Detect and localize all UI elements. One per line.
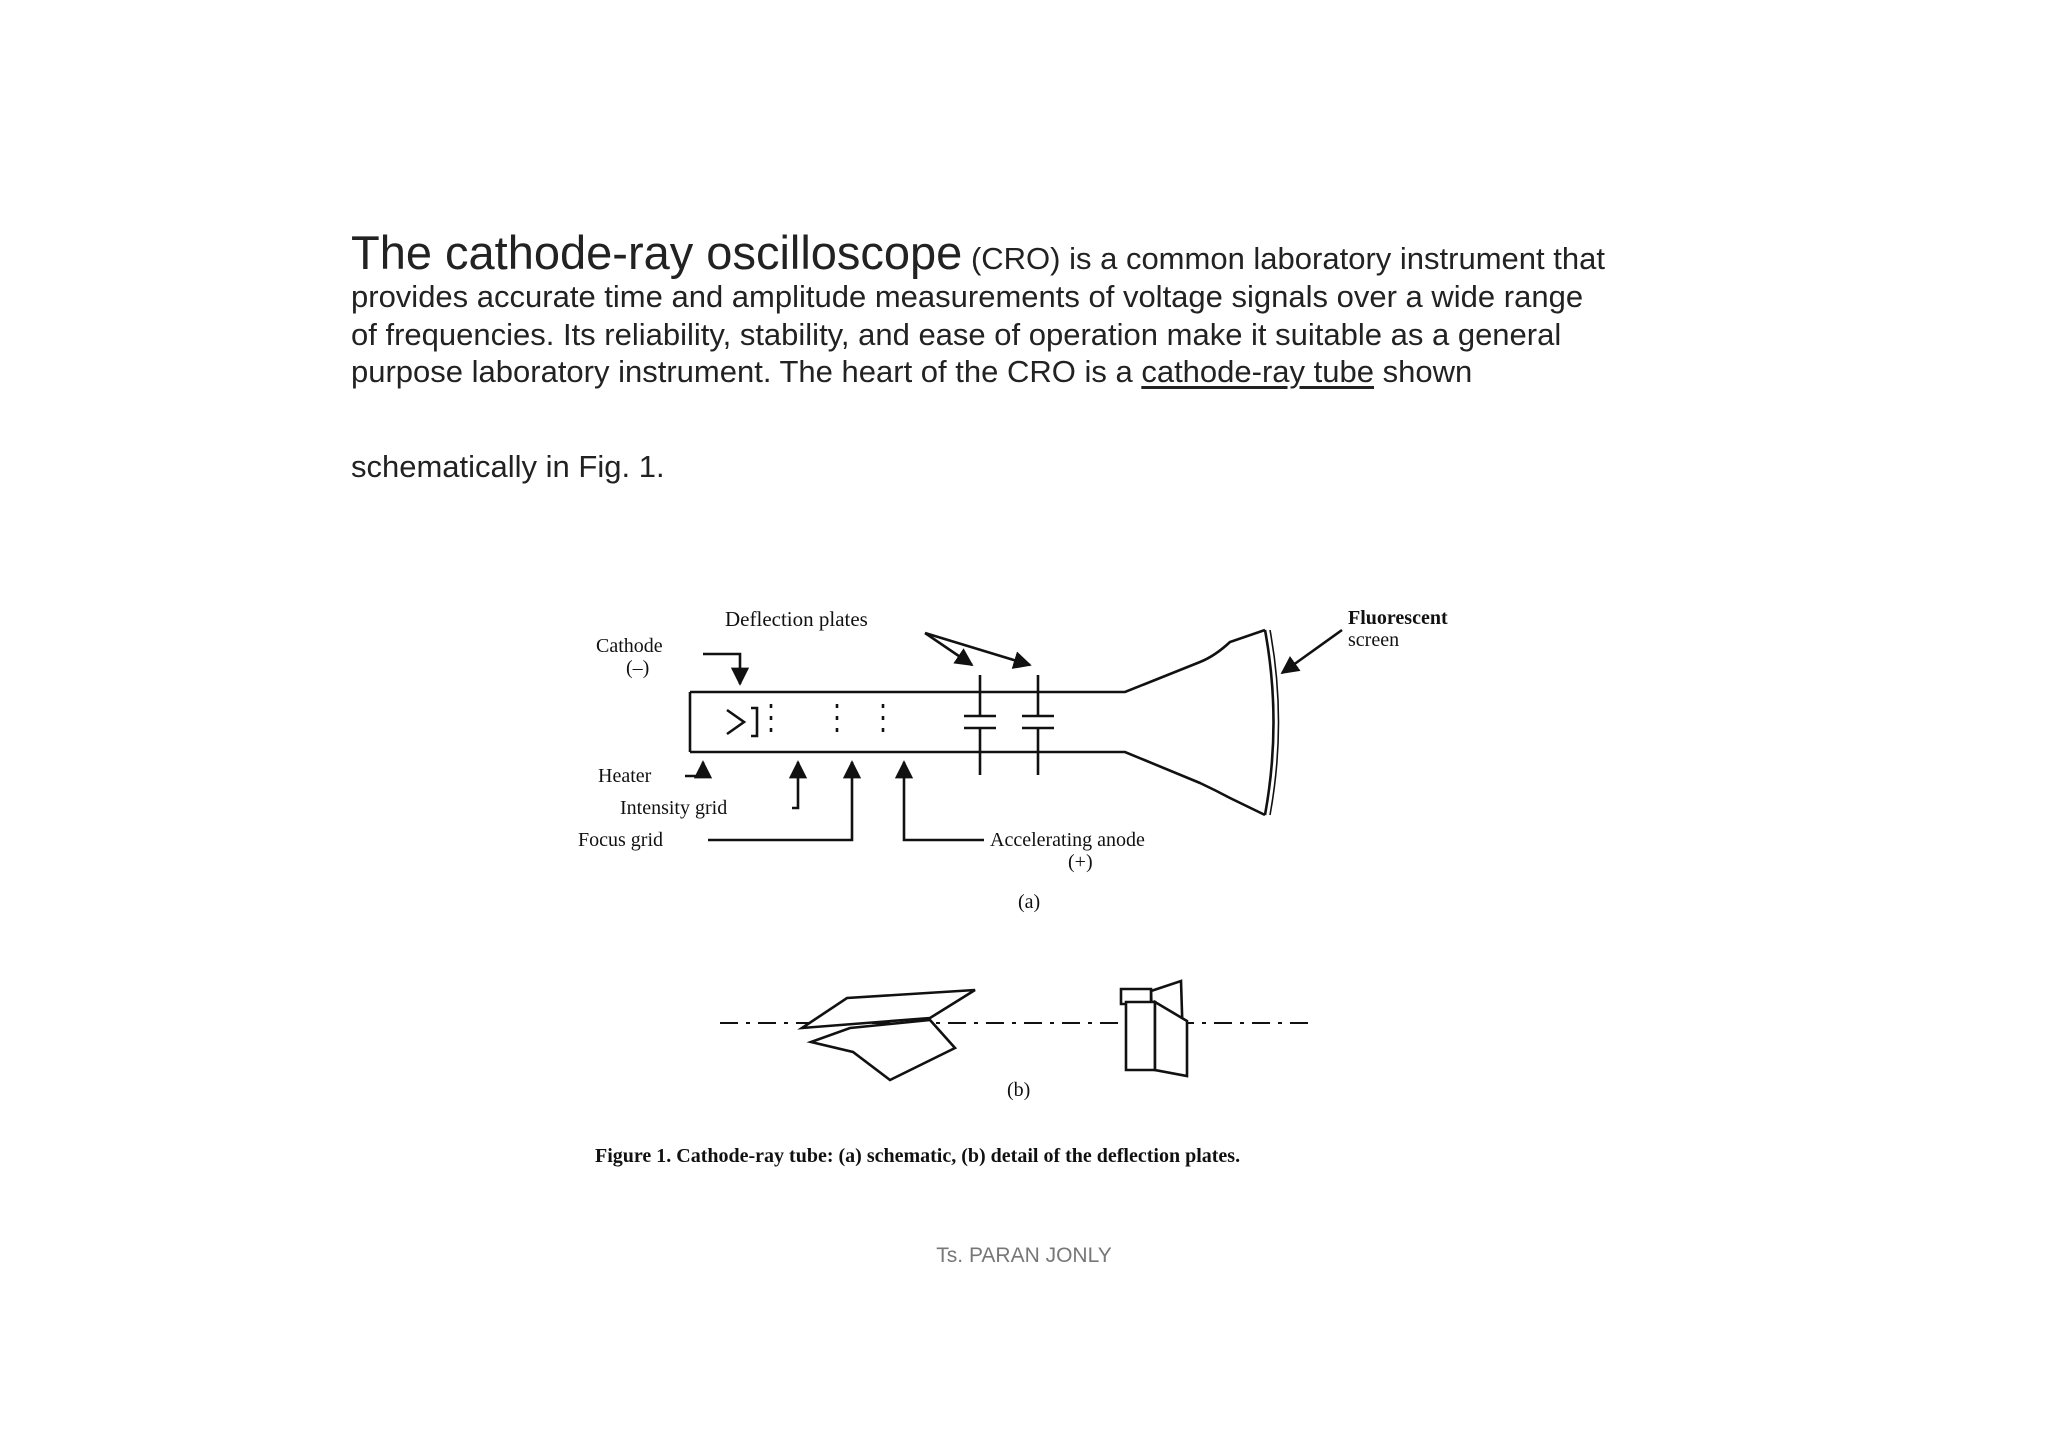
label-heater: Heater [598, 765, 652, 787]
paragraph-line-4 [351, 353, 1651, 391]
intensity-grid-leader [792, 762, 798, 808]
vertical-plate-front-left [1126, 1002, 1155, 1070]
intro-paragraph [351, 228, 1651, 391]
label-intensity-grid: Intensity grid [620, 797, 728, 819]
label-fluorescent: Fluorescent [1348, 607, 1448, 629]
anode-leader [904, 762, 984, 840]
label-focus-grid: Focus grid [578, 829, 663, 851]
label-screen: screen [1348, 629, 1400, 651]
figure-caption: Figure 1. Cathode-ray tube: (a) schematic, (b) detail of the deflection plates. [595, 1145, 1241, 1167]
heater-symbol [751, 708, 757, 736]
cathode-ray-tube-link[interactable]: cathode-ray tube [1141, 354, 1374, 389]
deflection-leader-1 [925, 633, 972, 665]
label-part-a: (a) [1018, 891, 1041, 913]
tube-neck-top [690, 630, 1265, 692]
deflection-plates-a [964, 675, 1054, 775]
focus-grid-leader [708, 762, 852, 840]
cathode-leader [703, 654, 740, 684]
tube-neck-bottom [690, 752, 1265, 815]
footer-author: Ts. PARAN JONLY [936, 1244, 1112, 1267]
paragraph-line-1 [351, 228, 1651, 278]
fluorescent-screen [1265, 630, 1274, 815]
line4-text: purpose laboratory instrument. The heart of the CRO is a [351, 354, 1142, 389]
label-cathode: Cathode [596, 635, 663, 657]
label-cathode-sign: (–) [626, 657, 650, 679]
figure-1 [560, 590, 1520, 1190]
label-deflection-plates: Deflection plates [725, 607, 868, 631]
label-accelerating-anode: Accelerating anode [990, 829, 1145, 851]
cathode-symbol [727, 710, 744, 734]
heater-leader [685, 762, 703, 776]
screen-leader [1282, 630, 1342, 673]
paragraph-line-2: provides accurate time and amplitude measurements of voltage signals over a wide range [351, 279, 1584, 314]
horizontal-plate-bottom [811, 1020, 955, 1080]
paragraph-line-3: of frequencies. Its reliability, stability, and ease of operation make it suitable as a general [351, 316, 1562, 352]
line1-text: (CRO) is a common laboratory instrument that [962, 241, 1605, 276]
label-part-b: (b) [1007, 1079, 1031, 1101]
title-phrase: The cathode-ray oscilloscope [351, 226, 963, 279]
line4-text-end: shown [1373, 354, 1473, 389]
label-anode-sign: (+) [1068, 851, 1093, 873]
paragraph-line-5: schematically in Fig. 1. [351, 449, 665, 484]
deflection-leader-2 [925, 633, 1030, 665]
crt-diagram [560, 590, 1520, 1190]
